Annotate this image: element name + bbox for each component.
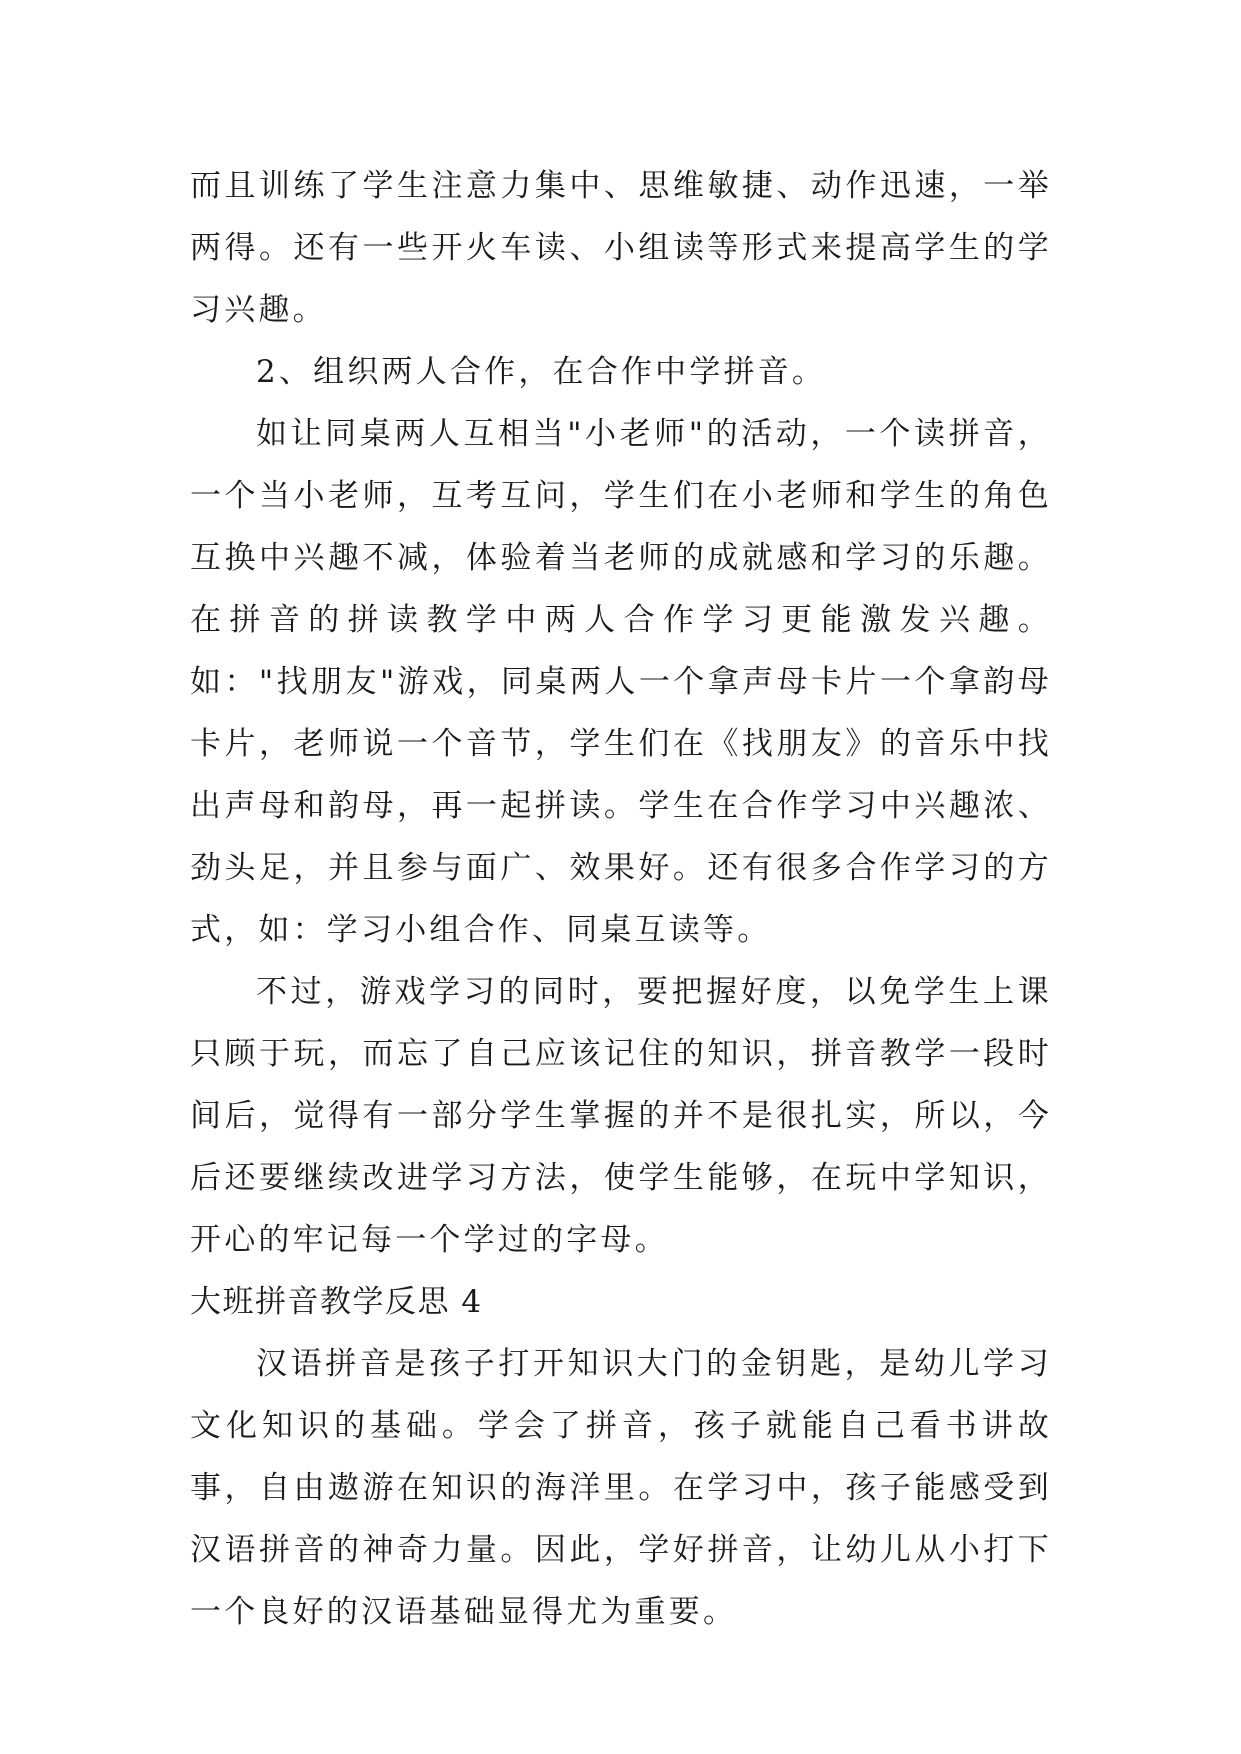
paragraph-reflection: 不过，游戏学习的同时，要把握好度，以免学生上课只顾于玩，而忘了自己应该记住的知识，拼音教学一段时间后，觉得有一部分学生掌握的并不是很扎实，所以，今后还要继续改进学习方法，使学生能够，在玩中学知识，开心的牢记每一个学过的字母。 [190,974,1052,1258]
paragraph-cooperation: 如让同桌两人互相当"小老师"的活动，一个读拼音，一个当小老师，互考互问，学生们在小老师和学生的角色互换中兴趣不减，体验着当老师的成就感和学习的乐趣。在拼音的拼读教学中两人合作学习更能激发兴趣。如："找朋友"游戏，同桌两人一个拿声母卡片一个拿韵母卡片，老师说一个音节，学生们在《找朋友》的音乐中找出声母和韵母，再一起拼读。学生在合作学习中兴趣浓、劲头足，并且参与面广、效果好。还有很多合作学习的方式，如：学习小组合作、同桌互读等。 [190,416,1052,948]
paragraph-subheading-2: 2、组织两人合作，在合作中学拼音。 [256,354,827,390]
document-body [190,155,1052,1643]
paragraph-continuation: 而且训练了学生注意力集中、思维敏捷、动作迅速，一举两得。还有一些开火车读、小组读等形式来提高学生的学习兴趣。 [190,168,1052,328]
paragraph-intro: 汉语拼音是孩子打开知识大门的金钥匙，是幼儿学习文化知识的基础。学会了拼音，孩子就能自己看书讲故事，自由遨游在知识的海洋里。在学习中，孩子能感受到汉语拼音的神奇力量。因此，学好拼音，让幼儿从小打下一个良好的汉语基础显得尤为重要。 [190,1346,1052,1630]
section-heading: 大班拼音教学反思 4 [190,1284,483,1320]
